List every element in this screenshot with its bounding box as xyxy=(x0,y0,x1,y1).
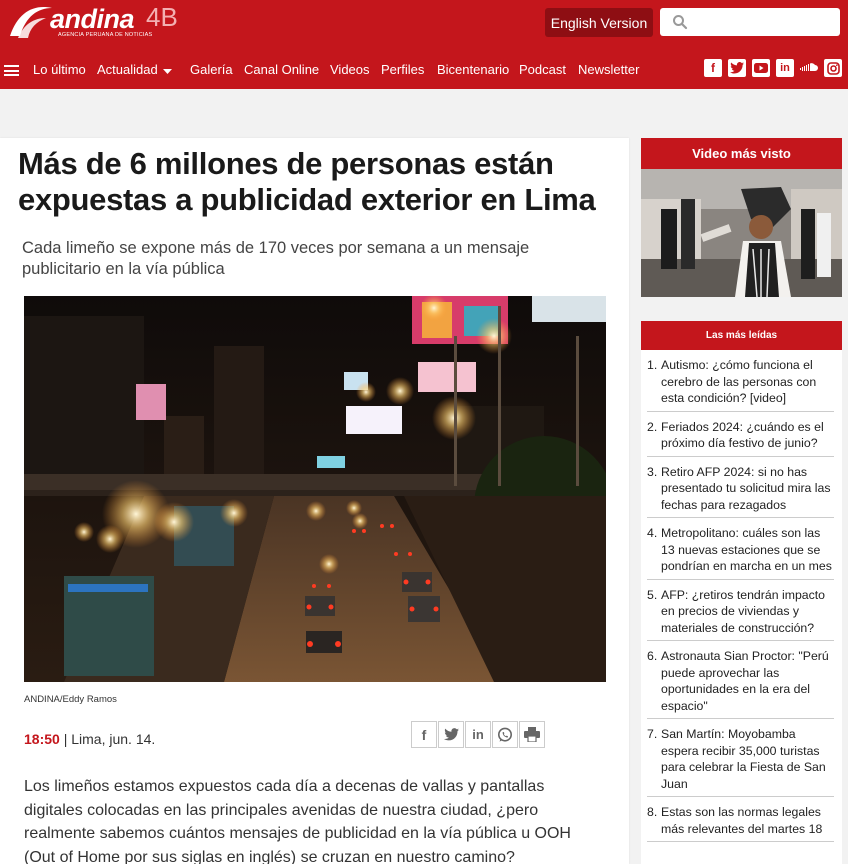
most-read-item[interactable] xyxy=(647,580,834,642)
article-dateline xyxy=(24,731,155,747)
site-header xyxy=(0,0,848,89)
english-version-button[interactable]: English Version xyxy=(545,8,653,37)
share-whatsapp-icon[interactable] xyxy=(492,721,518,748)
social-links xyxy=(704,59,842,77)
youtube-icon[interactable] xyxy=(752,59,770,77)
most-read-widget xyxy=(641,321,842,864)
chevron-down-icon[interactable] xyxy=(163,69,172,75)
soundcloud-icon[interactable] xyxy=(800,59,818,77)
item-number: 8. xyxy=(647,805,658,819)
article-photo[interactable] xyxy=(24,296,606,682)
item-number: 3. xyxy=(647,464,658,479)
article-title: Más de 6 millones de personas están expuestas a publicidad exterior en Lima xyxy=(18,146,596,217)
most-read-item[interactable] xyxy=(647,412,834,457)
facebook-icon[interactable]: f xyxy=(704,59,722,77)
item-link[interactable]: Estas son las normas legales más relevantes del martes 18 xyxy=(661,805,823,836)
article-body: Los limeños estamos expuestos cada día a decenas de vallas y pantallas digitales colocadas en las principales avenidas de nuestra ciudad, ¿pero realmente sabemos cuántos mensajes de publicidad en la vía pública u OOH (Out of Home por sus siglas en inglés) se cruzan en nuestro camino? xyxy=(24,778,571,864)
item-link[interactable]: Metropolitano: cuáles son las 13 nuevas estaciones que se pondrían en marcha en un mes xyxy=(661,526,832,573)
logo-subtitle: AGENCIA PERUANA DE NOTICIAS xyxy=(58,32,153,38)
share-linkedin-icon[interactable]: in xyxy=(465,721,491,748)
nav-item-podcast[interactable]: Podcast xyxy=(519,62,566,77)
logo-swoosh-icon xyxy=(8,2,54,42)
menu-icon[interactable] xyxy=(4,65,19,76)
video-heading: Video más visto xyxy=(641,138,842,169)
item-link[interactable]: Astronauta Sian Proctor: "Perú puede aprovechar las oportunidades en la era del espacio" xyxy=(661,649,829,713)
article-card xyxy=(0,138,629,864)
most-read-item[interactable] xyxy=(647,797,834,842)
twitter-icon[interactable] xyxy=(728,59,746,77)
share-bar xyxy=(411,721,545,748)
article-subtitle: Cada limeño se expone más de 170 veces por semana a un mensaje publicitario en la vía pública xyxy=(22,239,530,278)
item-link[interactable]: San Martín: Moyobamba espera recibir 35,000 turistas para celebrar la Fiesta de San Juan xyxy=(661,727,826,791)
item-link[interactable]: Feriados 2024: ¿cuándo es el próximo día festivo de junio? xyxy=(661,419,824,450)
logo-anniversary-mark: 4B xyxy=(146,2,178,32)
video-thumbnail[interactable] xyxy=(641,169,842,297)
photo-credit: ANDINA/Eddy Ramos xyxy=(24,694,117,705)
nav-item-actualidad[interactable]: Actualidad xyxy=(97,62,158,77)
most-read-item[interactable] xyxy=(647,518,834,580)
item-number: 4. xyxy=(647,526,658,540)
nav-item-canal-online[interactable]: Canal Online xyxy=(244,62,320,77)
most-read-list xyxy=(641,350,842,842)
article-place-date: | Lima, jun. 14. xyxy=(59,731,156,747)
nav-item-newsletter[interactable]: Newsletter xyxy=(578,62,640,77)
search-input[interactable] xyxy=(660,8,840,36)
item-link[interactable]: AFP: ¿retiros tendrán impacto en precios de viviendas y materiales de construcción? xyxy=(661,587,826,635)
logo-wordmark: andina xyxy=(50,4,135,34)
nav-item-bicentenario[interactable]: Bicentenario xyxy=(437,62,510,77)
most-viewed-video-widget xyxy=(641,138,842,297)
share-print-icon[interactable] xyxy=(519,721,545,748)
item-number: 5. xyxy=(647,587,658,602)
most-read-item[interactable] xyxy=(647,350,834,412)
share-twitter-icon[interactable] xyxy=(438,721,464,748)
nav-item-lo-ultimo[interactable]: Lo último xyxy=(33,62,86,77)
item-number: 7. xyxy=(647,727,658,741)
most-read-item[interactable] xyxy=(647,641,834,719)
nav-item-perfiles[interactable]: Perfiles xyxy=(381,62,425,77)
most-read-item[interactable] xyxy=(647,457,834,519)
most-read-heading: Las más leídas xyxy=(641,321,842,350)
item-number: 6. xyxy=(647,649,658,663)
linkedin-icon[interactable]: in xyxy=(776,59,794,77)
item-number: 1. xyxy=(647,358,658,372)
nav-item-videos[interactable]: Videos xyxy=(330,62,370,77)
search-icon xyxy=(672,14,688,30)
most-read-item[interactable] xyxy=(647,719,834,797)
nav-item-galeria[interactable]: Galería xyxy=(190,62,233,77)
article-time: 18:50 xyxy=(24,731,60,747)
share-facebook-icon[interactable]: f xyxy=(411,721,437,748)
item-number: 2. xyxy=(647,419,658,434)
instagram-icon[interactable] xyxy=(824,59,842,77)
item-link[interactable]: Autismo: ¿cómo funciona el cerebro de las personas con esta condición? [video] xyxy=(661,358,817,405)
item-link[interactable]: Retiro AFP 2024: si no has presentado tu solicitud mira las fechas para rezagados xyxy=(661,464,831,512)
andina-logo[interactable] xyxy=(8,2,178,46)
